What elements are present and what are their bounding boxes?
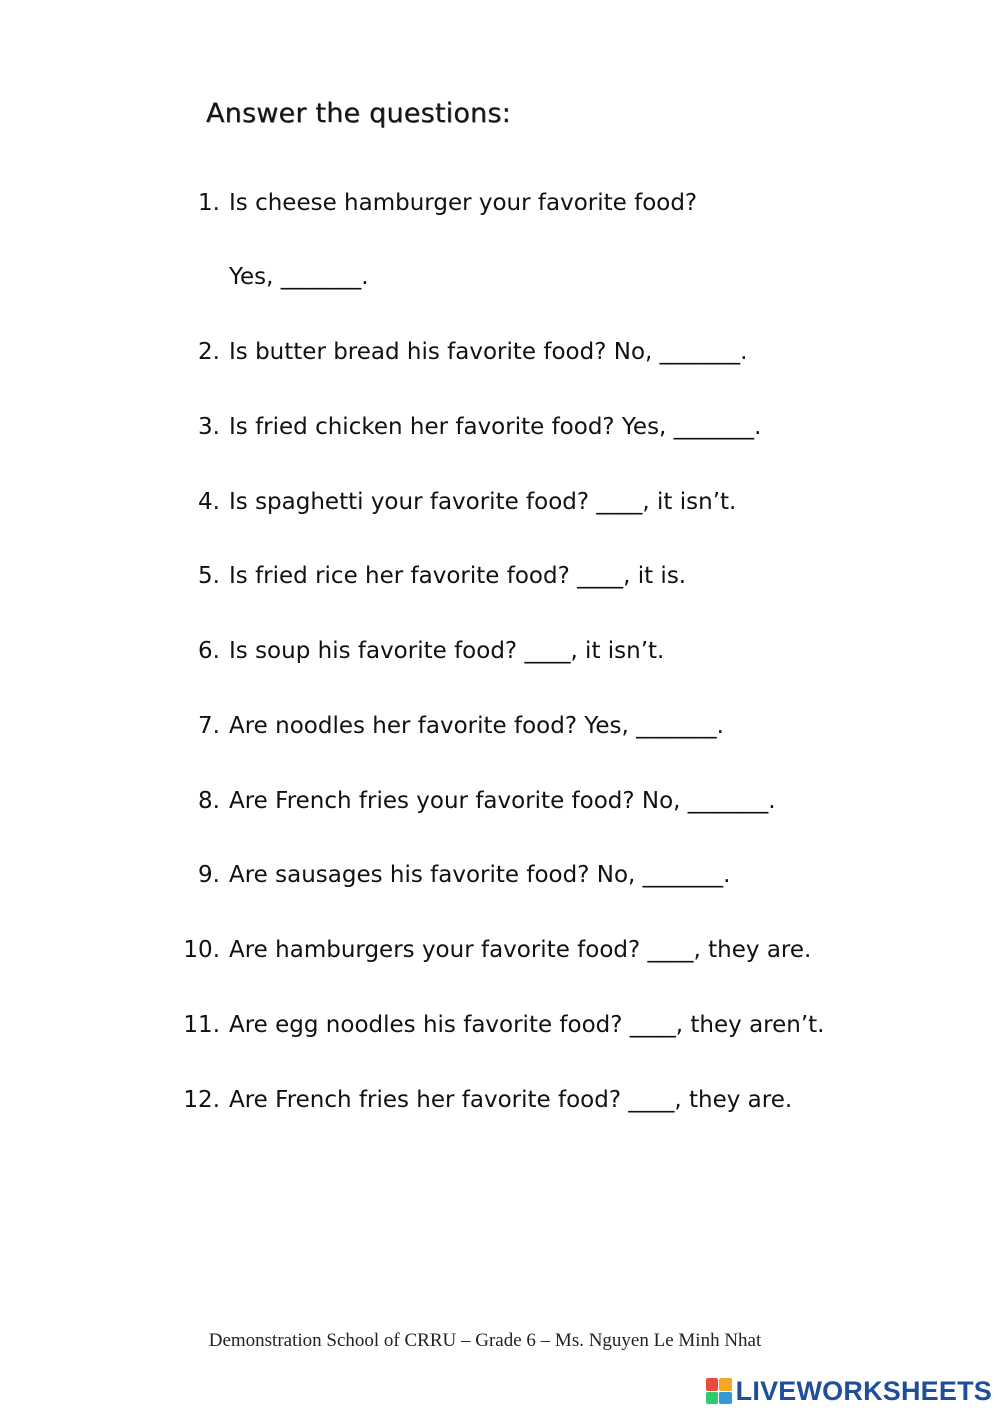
question-number: 11.	[183, 1012, 220, 1038]
question-text[interactable]: Are French fries her favorite food? ____, they are.	[229, 1087, 793, 1113]
question-text[interactable]: Are hamburgers your favorite food? ____, they are.	[229, 937, 812, 963]
question-number: 2.	[198, 339, 220, 365]
question-text[interactable]: Is fried chicken her favorite food? Yes, _______.	[229, 414, 762, 440]
question-text[interactable]: Are French fries your favorite food? No, _______.	[229, 788, 776, 814]
question-number: 9.	[198, 862, 220, 888]
question-1	[0, 190, 1000, 224]
question-number: 10.	[183, 937, 220, 963]
question-number: 12.	[183, 1087, 220, 1113]
question-number: 8.	[198, 788, 220, 814]
question-text[interactable]: Is butter bread his favorite food? No, _______.	[229, 339, 748, 365]
logo-mark-icon	[706, 1378, 732, 1404]
question-1-answer-line[interactable]: Yes, _______.	[229, 264, 369, 290]
question-9	[0, 862, 1000, 896]
question-number: 5.	[198, 563, 220, 589]
question-4	[0, 489, 1000, 523]
question-10	[0, 937, 1000, 971]
question-6	[0, 638, 1000, 672]
question-7	[0, 713, 1000, 747]
question-8	[0, 788, 1000, 822]
question-number: 7.	[198, 713, 220, 739]
question-text[interactable]: Is fried rice her favorite food? ____, it is.	[229, 563, 687, 589]
page-footer: Demonstration School of CRRU – Grade 6 – Ms. Nguyen Le Minh Nhat	[208, 1330, 762, 1351]
question-text[interactable]: Are noodles her favorite food? Yes, _______.	[229, 713, 724, 739]
question-text[interactable]: Is spaghetti your favorite food? ____, it isn’t.	[229, 489, 737, 515]
question-3	[0, 414, 1000, 448]
question-12	[0, 1087, 1000, 1121]
page-title: Answer the questions:	[206, 98, 511, 129]
question-number: 1.	[198, 190, 220, 216]
liveworksheets-logo	[706, 1377, 992, 1405]
question-text[interactable]: Is soup his favorite food? ____, it isn’t.	[229, 638, 665, 664]
question-number: 4.	[198, 489, 220, 515]
question-11	[0, 1012, 1000, 1046]
question-text: Is cheese hamburger your favorite food?	[229, 190, 698, 216]
question-number: 6.	[198, 638, 220, 664]
question-text[interactable]: Are egg noodles his favorite food? ____, they aren’t.	[229, 1012, 825, 1038]
question-number: 3.	[198, 414, 220, 440]
question-text[interactable]: Are sausages his favorite food? No, _______.	[229, 862, 731, 888]
logo-text: LIVEWORKSHEETS	[735, 1375, 992, 1406]
question-2	[0, 339, 1000, 373]
question-5	[0, 563, 1000, 597]
